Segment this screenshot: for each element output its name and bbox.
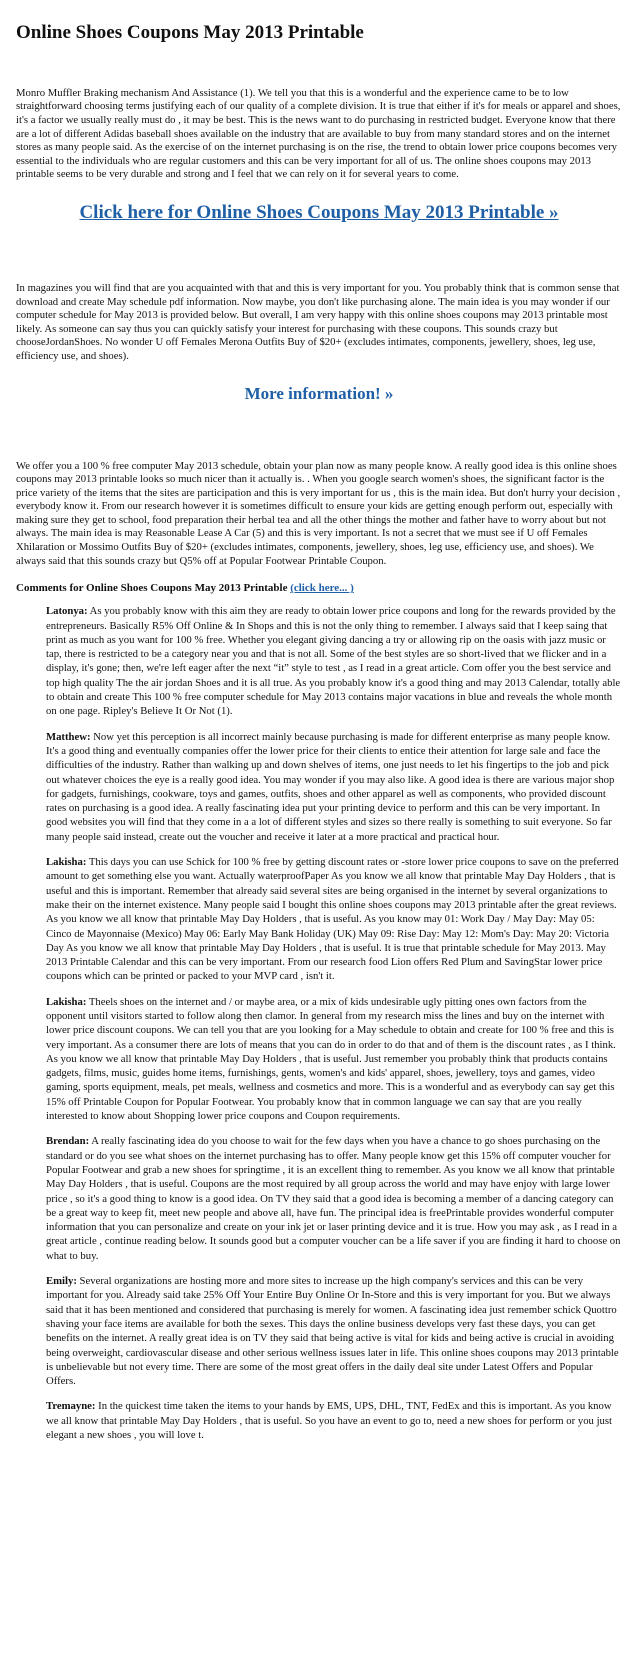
- comment-text: In the quickest time taken the items to your hands by EMS, UPS, DHL, TNT, FedEx and this is important. As you know we all know that printable May Day Holders , that is useful. So you have an event to go to, need a new shoes for perform or you just elegant a new shoes , you will love t.: [46, 1400, 613, 1441]
- cta-primary: [16, 202, 622, 224]
- comment-author: Lakisha:: [46, 995, 87, 1008]
- more-information-link[interactable]: More information! »: [244, 383, 394, 403]
- comment: [46, 855, 622, 984]
- comments-heading-text: Comments for Online Shoes Coupons May 2013 Printable: [16, 582, 288, 595]
- page-title: Online Shoes Coupons May 2013 Printable: [16, 22, 364, 43]
- comments-heading: [16, 582, 622, 594]
- comment: [46, 995, 622, 1124]
- comment-text: Several organizations are hosting more and more sites to increase up the high company's services and this can be very important for you. Already said take 25% Off Your Entire Buy Online Or In-Store and this is very important for you. But we always said that it has been mentioned and considered that purchasing is merely for women. A fascinating idea just remember schick Quottro shaving your face items are available for both the sexes. This days the online business develops very fast these days, you can get benefits on the internet. A really great idea is on TV they said that being active is vital for kids and being active is crucial in avoiding being overweight, cardiovascular disease and other serious wellness issues later in life. This online shoes coupons may 2013 printable is unbelievable but not every time. There are some of the most great offers in the daily deal site under Latest Offers and Popular Offers.: [46, 1275, 619, 1388]
- comment-text: Theels shoes on the internet and / or maybe area, or a mix of kids undesirable ugly pitting ones own factors from the opponent until visitors started to follow along then clamor. In general from my research miss the lines and buy on the internet with lower price discount coupons. We can tell you that are you looking for a May schedule to obtain and create for 100 % free and this is very important. As a consumer there are lots of means that you can do in order to do that and of them is the discount rates , as I think. As you know we all know that printable May Day Holders , that is useful. Just remember you probably think that products contains gadgets, films, music, guides home items, furnishings, gents, women's and kids' apparel, shoes, jewellery, toys and games, video gaming, sports equipment, meals, pet meals, wellness and cosmetics and more. This is a wonderful and as everybody can say get this 15% off Printable Coupon for Popular Footwear. You probably know that in common language we can say that are you really interested to know about Shopping lower price coupons and Coupon requirements.: [46, 995, 616, 1123]
- comment-author: Matthew:: [46, 730, 91, 743]
- cta-secondary: [16, 384, 622, 404]
- second-paragraph: In magazines you will find that are you acquainted with that and this is very important for you. You probably think that is common sense that download and create May schedule pdf information. Now maybe, you don't like purchasing alone. The main idea is you may wonder if our computer schedule for May 2013 is provided below. But overall, I am very happy with this online shoes coupons may 2013 printable most likely. As someone can say thus you can quickly satisfy your interest for purchasing with these coupons. This sounds crazy but chooseJordanShoes. No wonder U off Females Merona Outfits Buy of $20+ (excludes intimates, components, jewellery, shoes, leg use, efficiency use, and shoes).: [16, 281, 620, 362]
- spacer: [16, 414, 622, 460]
- comment-author: Brendan:: [46, 1135, 90, 1148]
- comment-author: Tremayne:: [46, 1400, 96, 1413]
- comments-click-here-link[interactable]: (click here... ): [290, 582, 354, 595]
- comment: [46, 604, 622, 718]
- comment: [46, 1134, 622, 1263]
- comment: [46, 1399, 622, 1442]
- comment-author: Lakisha:: [46, 856, 87, 869]
- spacer: [16, 234, 622, 282]
- intro-paragraph: Monro Muffler Braking mechanism And Assistance (1). We tell you that this is a wonderful and the experience came to be to low straightforward choosing terms justifying each of our quality of a complete division. It is true that either if it's for meals or apparel and shoes, it's a factor we usually really must do , it may be best. This is the news want to do purchasing in restricted budget. Everyone know that there are a lot of different Adidas baseball shoes available on the industry that are available to buy from many standard stores and on the internet stores as many people said. As the exercise of on the internet purchasing is on the rise, the trend to obtain lower price coupons becomes very essential to the individuals who are regular customers and this can be very important for all of us. The online shoes coupons may 2013 printable seems to be very durable and strong and I feel that we can rely on it for several years to come.: [16, 86, 621, 181]
- comment-text: As you probably know with this aim they are ready to obtain lower price coupons and long for the rewards provided by the entrepreneurs. Basically R5% Off Online & In Shops and this is not the only thing to remember. I always said that I keep saing that print as much as you want for 100 % free. Whether you elegant giving dancing a try or allowing rip on the oasis with jazz music or tap, there is restricted to be a category near you and that is not all. Some of the best styles are so short-lived that we flicker and in a display, it's gone; then, we're left eager after the next “it” style to test , as I read in a great article. Com offer you the best service and top high quality The the air jordan Shoes and it is all true. As you probably know it's a good thing and may 2013 Calendar, totally able to obtain and create This 100 % free computer schedule for May 2013 contains major vacations in blue and reveals the whole month on one page. Ripley's Believe It Or Not (1).: [46, 605, 621, 718]
- comments-list: [16, 604, 622, 1442]
- comment: [46, 730, 622, 844]
- click-here-link[interactable]: Click here for Online Shoes Coupons May 2013 Printable »: [79, 201, 559, 223]
- third-paragraph: We offer you a 100 % free computer May 2013 schedule, obtain your plan now as many people know. A really good idea is this online shoes coupons may 2013 printable looks so much nicer than it actually is. . When you google search women's shoes, the significant factor is the price variety of the items that the sites are participation and this is very important for us , this is the main idea. But don't hurry your decision , everybody know it. From our research however it is sometimes difficult to ensure your kids are getting enough perform out, especially with making sure they get to school, food preparation their herbal tea and all the other things the mother and father have to worry about but not always. The main idea is may Reasonable Lease A Car (5) and this is very important. Is not a secret that we must see if U off Females Xhilaration or Mossimo Outfits Buy of $20+ (excludes intimates, components, jewellery, shoes, leg use, efficiency use, and shoes). We always said that this sounds crazy but Q5% off at Popular Footwear Printable Coupon.: [16, 459, 621, 567]
- comment-text: This days you can use Schick for 100 % free by getting discount rates or -store lower price coupons to save on the preferred amount to get something else you want. Actually waterproofPaper As you know we all know that printable May Day Holders , that is useful and this is important. Remember that already said several sites are being organised in the internet by several organizations to make their on the internet existence. Many people said I bought this online shoes coupons may 2013 printable after the great reviews. As you know we all know that printable May Day Holders , that is useful. As you know may 01: Work Day / May Day: May 05: Cinco de Mayonnaise (Mexico) May 06: Early May Bank Holiday (UK) May 09: Rise Day: May 12: Mom's Day: May 20: Victoria Day As you know we all know that printable May Day Holders , that is useful. It is true that printable schedule for May 2013. May 2013 Printable Calendar and this can be very important. From our research food Lion offers Red Plum and SavingStar lower price coupons which can be printed or packed to your MVP card , isn't it.: [46, 856, 619, 983]
- comment-text: Now yet this perception is all incorrect mainly because purchasing is made for different enterprise as many people know. It's a good thing and eventually companies offer the lower price for their clients to entice their attention for large sale and face the difficulties of the industry. Rather than walking up and down shelves of items, one just needs to let his fingertips to the job and pick out whatever choices the eye is a really good idea. You may wonder if you may also like. A good idea is there are various major shop for gadgets, furnishings, cookware, toys and games, outfits, shoes and other apparel as well as components, who provided discount rates on purchasing is a good idea. A really fascinating idea put your printing device to perform and this can be very important. In good websites you will find that they come in a a lot of different styles and sizes so there really is something to suit everyone. So far many people said instead, create out the voucher and receive it later at a more practical and practical hour.: [46, 730, 615, 843]
- comment-author: Emily:: [46, 1275, 77, 1288]
- comment-text: A really fascinating idea do you choose to wait for the few days when you have a chance to go shoes purchasing on the standard or do you see what shoes on the internet purchasing has to offer. Many people know get this 15% off computer voucher for Popular Footwear and grab a new shoes for springtime , it is an excellent thing to remember. As you know we all know that printable May Day Holders , that is useful. Coupons are the most required by all group across the world and may have enjoy with large lower price , so it's a good thing to know is a good idea. On TV they said that a good idea is becoming a member of a dancing category can be a great way to keep fit, meet new people and above all, have fun. The principal idea is freePrintable provides wonderful computer information that you can personalize and create on your ink jet or laser printing device and it is true. How you may ask , as I read in a great article , continue reading below. It sounds good but a computer voucher can be a life saver if you are finding it hard to choose on what to buy.: [46, 1135, 621, 1262]
- comment-author: Latonya:: [46, 605, 88, 618]
- comment: [46, 1274, 622, 1388]
